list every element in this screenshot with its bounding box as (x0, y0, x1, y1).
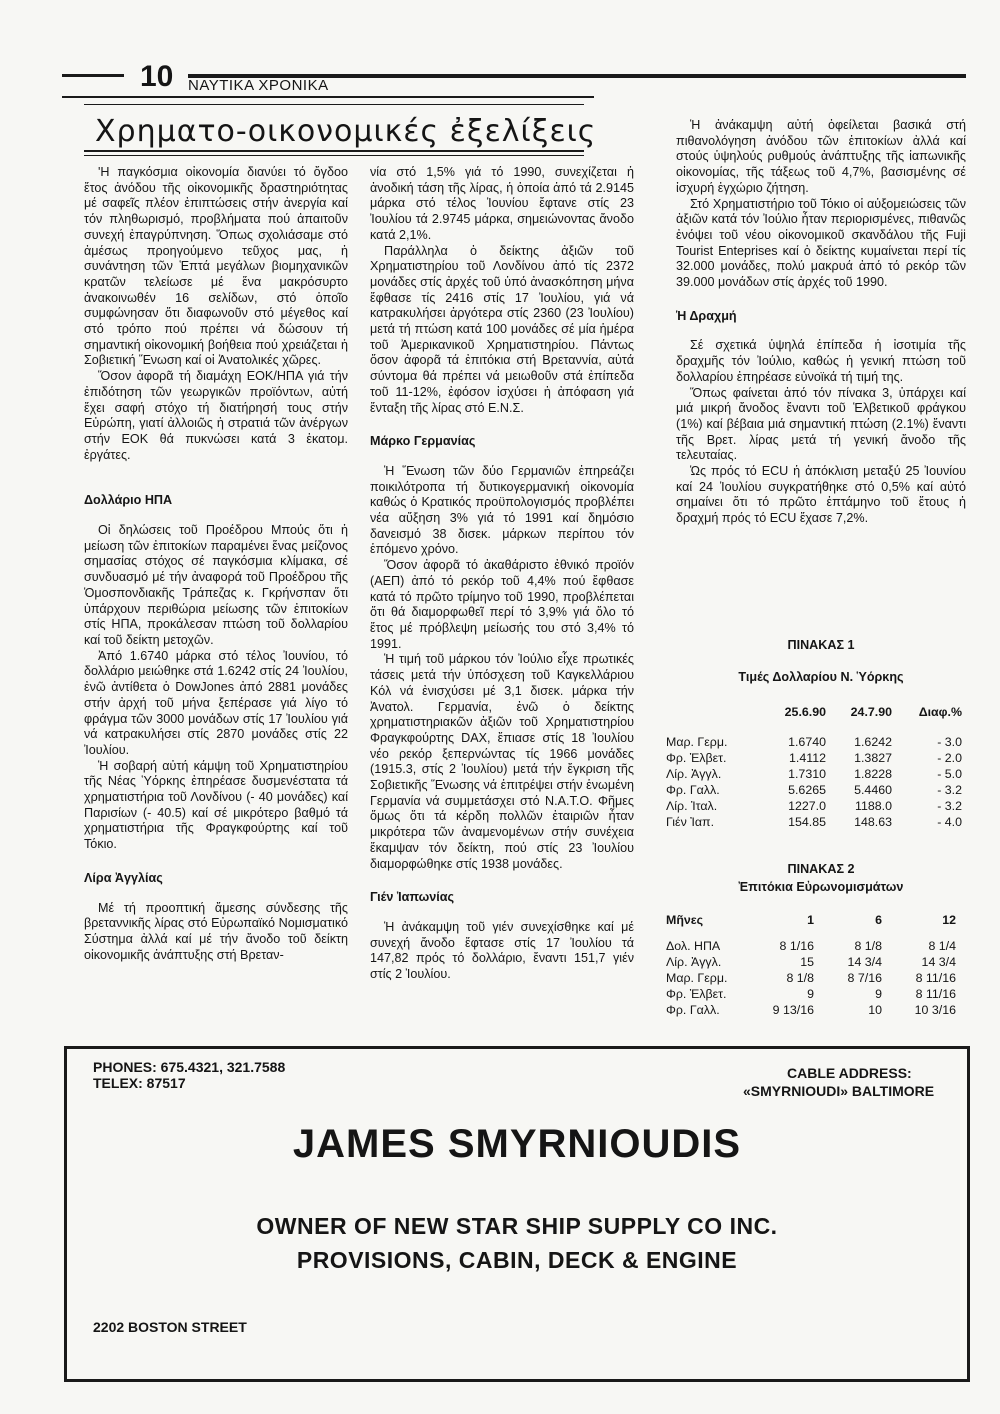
table-cell: - 5.0 (937, 767, 962, 781)
table-cell: Φρ. Γαλλ. (666, 1003, 720, 1017)
headline-rule-2 (84, 155, 584, 156)
ad-company-name: JAMES SMYRNIOUDIS (292, 1122, 742, 1166)
column-header: Διαφ.% (918, 705, 962, 719)
article-column-3 (676, 118, 966, 527)
table-cell: 9 (807, 987, 814, 1001)
paragraph: Ἀπό 1.6740 μάρκα στό τέλος Ἰουνίου, τό δολλάριο μειώθηκε στά 1.6242 στίς 24 Ἰουλίου, ἐνῶ ἀντίθετα ὁ DowJones ἀπό 2881 μονάδες στήν ἀρχή τοῦ μήνα ξεπέρασε γιά λίγο τό φράγμα τῶν 3000 μονάδων στίς 17 Ἰουλίου γιά νά κατρακυλήσει στίς 2870 μονάδες στίς 22 Ἰουλίου. (84, 648, 348, 757)
advertisement-box (64, 1046, 970, 1382)
headline-rule-1 (84, 150, 584, 152)
table-cell: Λίρ. Ἰταλ. (666, 799, 718, 813)
table-cell: 1.4112 (789, 751, 826, 765)
publication-name: ΝΑΥΤΙΚΑ ΧΡΟΝΙΚΑ (188, 77, 329, 94)
table-row (666, 766, 962, 782)
column-header: 12 (942, 913, 956, 927)
table-cell: Λίρ. Ἀγγλ. (666, 955, 722, 969)
table-cell: 8 11/16 (915, 987, 956, 1001)
table-row (666, 986, 956, 1002)
paragraph: Μέ τή προοπτική ἄμεσης σύνδεσης τῆς βρεταννικῆς λίρας στό Εὐρωπαϊκό Νομισματικό Σύστημα ἀλλά καί μέ τήν ἄνοδο τοῦ δείκτη οἰκονομικῆς ἀνάπτυξης στή Βρεταν- (84, 900, 348, 962)
column-header: 24.7.90 (850, 705, 892, 719)
table-cell: Φρ. Ἑλβετ. (666, 751, 727, 765)
table-cell: Λίρ. Ἀγγλ. (666, 767, 722, 781)
column-header: 6 (875, 913, 882, 927)
headline-rule-top (84, 104, 584, 105)
paragraph: Οἱ δηλώσεις τοῦ Προέδρου Μπούς ὅτι ἡ μείωση τῶν ἐπιτοκίων παραμένει ἕνας μείζονος σημασίας στόχος σέ παγκόσμια κλίμακα, σέ συνδυασμό μέ τήν ἀναφορά τοῦ Προέδρου τῆς Ὁμοσπονδιακῆς Τράπεζας κ. Γκρήνσπαν ὅτι ὑπάρχουν περιθώρια μείωσης τῶν ἐπιτοκίων στίς ΗΠΑ, προκάλεσαν πτώση τοῦ δολλαρίου καί τοῦ δείκτη μετοχῶν. (84, 523, 348, 647)
table-cell: - 3.2 (937, 783, 962, 797)
table-cell: 8 1/4 (928, 939, 956, 953)
header-rule-bottom (62, 96, 594, 98)
table-row (666, 954, 956, 970)
table-cell: 5.6265 (788, 783, 826, 797)
table2 (666, 912, 956, 1018)
table-cell: - 3.0 (937, 735, 962, 749)
section-heading-dollar: Δολλάριο ΗΠΑ (84, 493, 173, 508)
paragraph: Ὅπως φαίνεται ἀπό τόν πίνακα 3, ὑπάρχει καί μιά μικρή ἄνοδος ἔναντι τοῦ Ἑλβετικοῦ φράγκου (1%) καί βέβαια μιά σημαντική πτώση (2.1%) ἔναντι τῆς Βρετ. λίρας μετά τή γενική ἄνοδο τῆς τελευταίας. (676, 385, 966, 463)
header-rule-left (62, 74, 124, 77)
paragraph: Ὅσον ἀφορᾶ τή διαμάχη ΕΟΚ/ΗΠΑ γιά τήν ἐπιδότηση τῶν γεωργικῶν προϊόντων, αὐτή ἔχει σαφή στόχο τή διατήρησή τους στήν Εὐρώπη, γιατί ἀλλοιῶς ἡ στρατιά τῶν ἀνέργων στήν ΕΟΚ θά πυκνώσει κατά 3 ἑκατομ. ἐργάτες. (84, 369, 348, 462)
table-row (666, 798, 962, 814)
ad-cable-label: CABLE ADDRESS: (787, 1065, 912, 1081)
paragraph: Ὡς πρός τό ECU ἡ ἀπόκλιση μεταξύ 25 Ἰουνίου καί 24 Ἰουλίου συγκρατήθηκε στό 0,5% καί αὐτό σημαίνει ὅτι τό πρῶτο ἑπτάμηνο τοῦ ἔτους ἡ δραχμή πρός τό ECU ἔχασε 7,2%. (676, 464, 966, 526)
paragraph: Ἡ τιμή τοῦ μάρκου τόν Ἰούλιο εἶχε πρωτικές τάσεις μετά τήν ὑπόσχεση τοῦ Καγκελλάριου Κόλ νά ἐνισχύσει μέ 3,1 δισεκ. μάρκα τήν Ἀνατολ. Γερμανία, ἐνῶ ὁ δείκτης χρηματιστηριακῶν ἀξιῶν τοῦ Χρηματιστηρίου Φραγκφούρτης DAX, ἔπιασε στίς 18 Ἰουλίου νέο ρεκόρ ξεπερνώντας τίς 1966 μονάδες (1915.3, στίς 2 Ἰουλίου) μετά τήν ἔγκριση τῆς Σοβιετικῆς Ἕνωσης νά ἐπιτρέψει στήν ἑνωμένη Γερμανία νά συμμετάσχει στό Ν.Α.Τ.Ο. Φῆμες ὅμως ὅτι τά κέρδη πολλῶν ἑταιριῶν ἦταν μικρότερα τῶν ἀναμενομένων στήν συνέχεια ἔκαμψαν τόν δείκτη, πού στίς 23 Ἰουλίου διαμορφώθηκε στίς 1938 μονάδες. (370, 652, 634, 871)
table-cell: 1227.0 (788, 799, 826, 813)
table-cell: 9 (875, 987, 882, 1001)
paragraph: Ἡ Ἕνωση τῶν δύο Γερμανιῶν ἐπηρεάζει ποικιλότροπα τή δυτικογερμανική οἰκονομία καθώς ὁ Κρατικός προϋπολογισμός προβλέπει νέα αὔξηση 3% γιά τό 1991 καί δημόσιο δανεισμό 38 δισεκ. μάρκων περίπου τόν ἑπόμενο χρόνο. (370, 463, 634, 557)
table-cell: 10 (868, 1003, 882, 1017)
paragraph: Ἡ ἀνάκαμψη αὐτή ὀφείλεται βασικά στή πιθανολόγηση ἀνόδου τῶν ἐπιτοκίων ἀλλά καί στούς ὑψηλούς ρυθμούς ἀνάπτυξης τῆς ἰαπωνικῆς οἰκονομίας, τῆς τάξεως τοῦ 4,7%, βασισμένης σέ ἰσχυρή ἐγχώριο ζήτηση. (676, 118, 966, 195)
table-cell: 8 1/8 (786, 971, 814, 985)
table-cell: - 4.0 (937, 815, 962, 829)
section-heading-pound: Λίρα Ἀγγλίας (84, 870, 163, 885)
table-cell: 10 3/16 (914, 1003, 956, 1017)
paragraph: Ἡ σοβαρή αὐτή κάμψη τοῦ Χρηματιστηρίου τῆς Νέας Ὑόρκης ἐπηρέασε δυσμενέστατα τά χρηματιστήρια τοῦ Λονδίνου (- 40 μονάδες) καί Παρισίων (- 40.5) καί σέ μικρότερο βαθμό τά χρηματιστήρια τῆς Φραγκφούρτης καί τοῦ Τόκιο. (84, 758, 348, 852)
paragraph: 'Η παγκόσμια οἰκονομία διανύει τό ὄγδοο ἔτος ἀνόδου τῆς οἰκονομικῆς δραστηριότητας μέ σαφεῖς πλέον ἐπιπτώσεις στήν ἀνεργία καί τόν πληθωρισμό, προβλήματα πού ἀπαιτοῦν συνεχή ἐπαγρύπνηση. Ὅπως σχολιάσαμε στό ἀμέσως προηγούμενο τεῦχος μας, ἡ συνάντηση τῶν Ἑπτά μεγάλων βιομηχανικῶν κρατῶν τελείωσε μέ ἕνα μακρόσυρτο ἀνακοινωθέν 16 σελίδων, στό ὁποῖο συμφώνησαν ὅτι διαφωνοῦν στό μέγεθος καί στό τρόπο πού πρέπει νά δώσουν τή σημαντική οἰκονομική βοήθεια πού χρειάζεται ἡ Σοβιετική Ἕνωση καί οἱ Ἀνατολικές χῶρες. (84, 165, 348, 368)
ad-phones: PHONES: 675.4321, 321.7588 (93, 1059, 286, 1075)
table-row (666, 814, 962, 830)
table-row (666, 970, 956, 986)
table-cell: 1.6242 (854, 735, 892, 749)
table-header-row (666, 704, 962, 720)
column-header: Μῆνες (666, 913, 704, 927)
ad-telex: TELEX: 87517 (93, 1075, 186, 1091)
table1-title: ΠΙΝΑΚΑΣ 1 (787, 638, 855, 652)
table-row (666, 1002, 956, 1018)
section-heading-drachma: Ἡ Δραχμή (676, 308, 737, 323)
table-cell: 8 7/16 (847, 971, 882, 985)
paragraph: νία στό 1,5% γιά τό 1990, συνεχίζεται ἡ ἀνοδική τάση τῆς λίρας, ἡ ὁποία ἀπό τά 2.9145 μάρκα στό τέλος Ἰουνίου ἔφτανε στίς 23 Ἰουλίου τά 2.9745 μάρκα, σημειώνοντας ἄνοδο κατά 2,1%. (370, 165, 634, 242)
paragraph: Παράλληλα ὁ δείκτης ἀξιῶν τοῦ Χρηματιστηρίου τοῦ Λονδίνου ἀπό τίς 2372 μονάδες στίς ἀρχές τοῦ ὑπό ἀνασκόπηση μήνα ἔφθασε τίς 2416 στίς 17 Ἰουλίου, γιά νά κατρακυλήσει ἀργότερα στίς 2360 (23 Ἰουλίου) μετά τή πτώση κατά 100 μονάδες σέ μία ἡμέρα τοῦ Ἀμερικανικοῦ Χρηματιστηρίου. Πάντως ὅσον ἀφορᾶ τά ἐπιτόκια στή Βρεταννία, αὐτά σύντομα θά πρέπει νά μειωθοῦν στά ἐπίπεδα τοῦ 11-12%, ἐφόσον ἰσχύσει ἡ ἀπόφαση γιά ἔνταξη τῆς λίρας στό Ε.Ν.Σ. (370, 243, 634, 415)
table1-subtitle: Τιμές Δολλαρίου Ν. Ὑόρκης (738, 670, 904, 684)
table-cell: Μαρ. Γερμ. (666, 971, 728, 985)
table-cell: 148.63 (854, 815, 892, 829)
table2-title: ΠΙΝΑΚΑΣ 2 (787, 862, 855, 876)
table-row (666, 782, 962, 798)
ad-tagline-2: PROVISIONS, CABIN, DECK & ENGINE (296, 1247, 738, 1273)
table-cell: 5.4460 (854, 783, 892, 797)
table-cell: 9 13/16 (772, 1003, 814, 1017)
table-cell: 8 1/16 (779, 939, 814, 953)
table-cell: 154.85 (788, 815, 826, 829)
article-column-2 (370, 165, 634, 983)
table1 (666, 704, 962, 830)
page-title: Χρηματο-οικονομικές ἐξελίξεις (95, 114, 597, 149)
ad-address: 2202 BOSTON STREET (93, 1319, 247, 1335)
table-cell: 1.8228 (854, 767, 892, 781)
table-header-row (666, 912, 956, 928)
ad-tagline-1: OWNER OF NEW STAR SHIP SUPPLY CO INC. (256, 1213, 778, 1239)
table-row (666, 938, 956, 954)
table-cell: Γιέν Ἰαπ. (666, 815, 715, 829)
table-cell: Μαρ. Γερμ. (666, 735, 728, 749)
table-cell: - 3.2 (937, 799, 962, 813)
table-row (666, 734, 962, 750)
paragraph: Ὅσον ἀφορᾶ τό ἀκαθάριστο ἐθνικό προϊόν (ΑΕΠ) ἀπό τό ρεκόρ τοῦ 4,4% πού ἔφθασε κατά τό πρῶτο τρίμηνο τοῦ 1990, προβλέπεται ὅτι θά διαμορφωθεῖ περί τό 3,9% γιά ὅλο τό ἔτος μέ πρόβλεψη μείωσής του στό 3,4% τό 1991. (370, 558, 634, 651)
section-heading-yen: Γιέν Ἰαπωνίας (370, 890, 455, 905)
table-cell: Φρ. Γαλλ. (666, 783, 720, 797)
table-cell: 8 11/16 (915, 971, 956, 985)
paragraph: Στό Χρηματιστήριο τοῦ Τόκιο οἱ αὐξομειώσεις τῶν ἀξιῶν κατά τόν Ἰούλιο ἦταν περιορισμένες, πιθανῶς ἐνόψει τοῦ νέου οἰκονομικοῦ σκανδάλου τῆς Fuji Tourist Enteprises καί ὁ δείκτης κυμαίνεται περί τίς 32.000 μονάδες, πολύ μακρυά ἀπό τό ρεκόρ τῶν 39.000 μονάδων στίς ἀρχές τοῦ 1990. (676, 196, 966, 290)
table-cell: 14 3/4 (921, 955, 956, 969)
table-row (666, 750, 962, 766)
table-cell: Δολ. ΗΠΑ (666, 939, 721, 953)
table-cell: 8 1/8 (854, 939, 882, 953)
column-header: 1 (807, 913, 814, 927)
page-number: 10 (140, 60, 174, 93)
table-cell: 1188.0 (855, 799, 892, 813)
table-cell: 14 3/4 (847, 955, 882, 969)
ad-cable-value: «SMYRNIOUDI» BALTIMORE (743, 1083, 935, 1099)
paragraph: Σέ σχετικά ὑψηλά ἐπίπεδα ἡ ἰσοτιμία τῆς δραχμῆς τόν Ἰούλιο, καθώς ἡ γενική πτώση τοῦ δολλαρίου ἐπηρέασε εὐνοϊκά τή τιμή της. (676, 338, 966, 384)
section-heading-mark: Μάρκο Γερμανίας (370, 434, 476, 449)
table-cell: 1.6740 (788, 735, 826, 749)
article-column-1 (84, 165, 348, 963)
paragraph: Ἡ ἀνάκαμψη τοῦ γιέν συνεχίσθηκε καί μέ συνεχή ἄνοδο ἔφτασε στίς 17 Ἰουλίου τά 147,82 πρός τό δολλάριο, ἔναντι 151,7 γιέν στίς 2 Ἰουλίου. (370, 919, 634, 982)
table-cell: - 2.0 (937, 751, 962, 765)
table-cell: Φρ. Ἑλβετ. (666, 987, 727, 1001)
column-header: 25.6.90 (784, 705, 826, 719)
table-cell: 15 (800, 955, 814, 969)
table-cell: 1.7310 (788, 767, 826, 781)
table-cell: 1.3827 (854, 751, 892, 765)
table2-subtitle: Ἐπιτόκια Εὐρωνομισμάτων (738, 880, 904, 894)
